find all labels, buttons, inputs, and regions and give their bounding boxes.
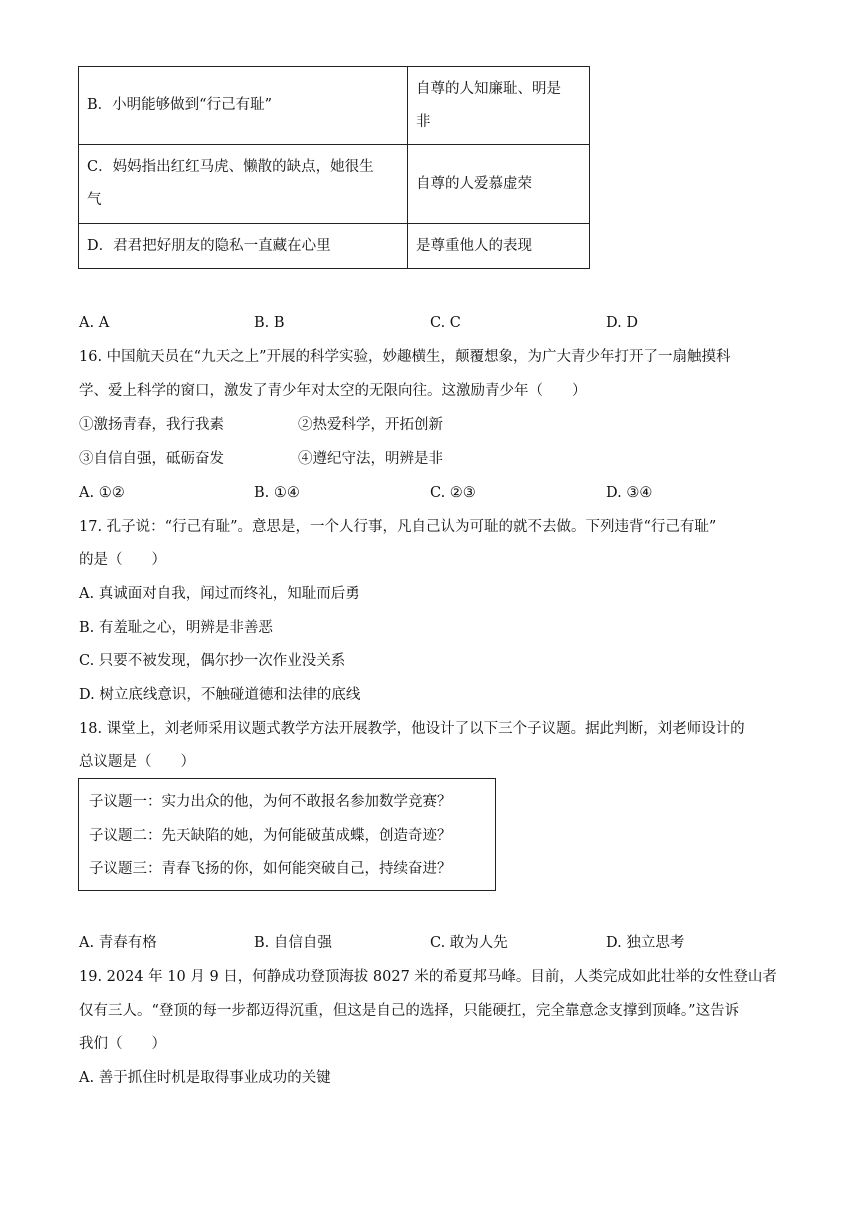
q18-option-d: D. 独立思考 (606, 935, 685, 951)
q17-option-c: C. 只要不被发现，偶尔抄一次作业没关系 (79, 653, 346, 669)
q16-option-b: B. ①④ (254, 485, 300, 501)
q19-stem-line-1: 19. 2024 年 10 月 9 日，何静成功登顶海拔 8027 米的希夏邦马峰。目前，人类完成如此壮举的女性登山者 (79, 969, 777, 985)
q16-item-1: ①激扬青春，我行我素 (79, 417, 224, 433)
q15-row-c-left: C．妈妈指出红红马虎、懒散的缺点，她很生 气 (79, 145, 408, 224)
q16-option-a: A. ①② (79, 485, 125, 501)
q18-subtopic-box (78, 778, 496, 891)
table-row (79, 224, 590, 269)
q16-stem-line-2: 学、爱上科学的窗口，激发了青少年对太空的无限向往。这激励青少年（ ） (79, 383, 587, 399)
q15-option-b: B. B (254, 315, 285, 331)
q17-option-a: A. 真诚面对自我，闻过而终礼，知耻而后勇 (79, 586, 360, 602)
q18-subtopic-3: 子议题三：青春飞扬的你，如何能突破自己，持续奋进？ (89, 861, 452, 877)
q18-stem-line-1: 18. 课堂上，刘老师采用议题式教学方法开展教学，他设计了以下三个子议题。据此判断，刘老师设计的 (79, 721, 745, 737)
q15-option-d: D. D (606, 315, 638, 331)
q16-item-4: ④遵纪守法，明辨是非 (298, 451, 443, 467)
q15-row-c-right: 自尊的人爱慕虚荣 (408, 145, 590, 224)
q15-table (78, 66, 590, 269)
q15-row-b-left: B．小明能够做到“行己有耻” (79, 67, 408, 145)
q19-stem-line-3: 我们（ ） (79, 1036, 166, 1052)
q15-row-d-left: D．君君把好朋友的隐私一直藏在心里 (79, 224, 408, 269)
q18-option-b: B. 自信自强 (254, 935, 332, 951)
q19-option-a: A. 善于抓住时机是取得事业成功的关键 (79, 1070, 331, 1086)
q18-subtopic-2: 子议题二：先天缺陷的她，为何能破茧成蝶，创造奇迹？ (89, 828, 452, 844)
q18-option-a: A. 青春有格 (79, 935, 157, 951)
q16-item-2: ②热爱科学，开拓创新 (298, 417, 443, 433)
q16-item-3: ③自信自强，砥砺奋发 (79, 451, 224, 467)
q16-stem-line-1: 16. 中国航天员在“九天之上”开展的科学实验，妙趣横生，颠覆想象，为广大青少年打开了一扇触摸科 (79, 349, 731, 365)
table-row (79, 145, 590, 224)
q16-option-d: D. ③④ (606, 485, 653, 501)
q19-stem-line-2: 仅有三人。“登顶的每一步都迈得沉重，但这是自己的选择，只能硬扛，完全靠意念支撑到顶峰。”这告诉 (79, 1003, 740, 1019)
q16-option-c: C. ②③ (430, 485, 476, 501)
q17-stem-line-1: 17. 孔子说：“行己有耻”。意思是，一个人行事，凡自己认为可耻的就不去做。下列违背“行己有耻” (79, 519, 717, 535)
q15-row-b-right: 自尊的人知廉耻、明是 非 (408, 67, 590, 145)
q18-subtopic-1: 子议题一：实力出众的他，为何不敢报名参加数学竞赛？ (89, 794, 452, 810)
q15-option-a: A. A (79, 315, 110, 331)
table-row (79, 67, 590, 145)
q17-option-b: B. 有羞耻之心，明辨是非善恶 (79, 620, 273, 636)
q18-option-c: C. 敢为人先 (430, 935, 508, 951)
q15-row-d-right: 是尊重他人的表现 (408, 224, 590, 269)
q15-option-c: C. C (430, 315, 461, 331)
q17-stem-line-2: 的是（ ） (79, 552, 166, 568)
q18-stem-line-2: 总议题是（ ） (79, 754, 195, 770)
q17-option-d: D. 树立底线意识，不触碰道德和法律的底线 (79, 687, 361, 703)
